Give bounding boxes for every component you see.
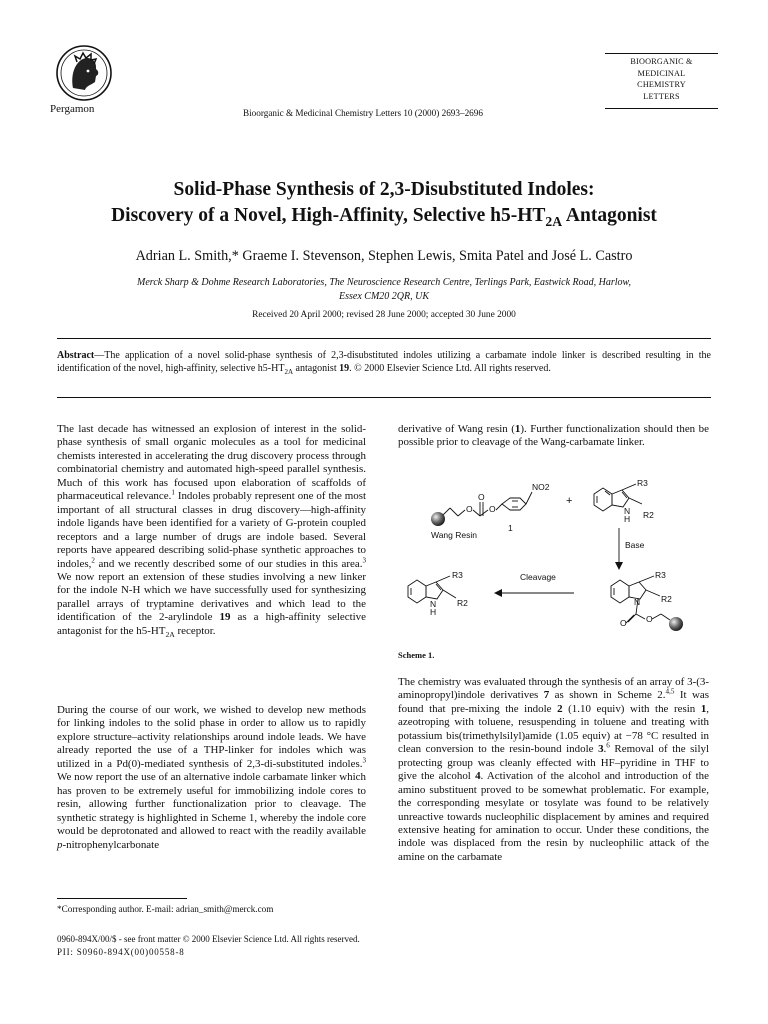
compound-ref: 1: [700, 702, 707, 715]
text-run: . Activation of the alcohol and introduction of the amino substituent proved to be somewhat problematic. For example, the corresponding mesylate or tosylate was found to be relatively unreactive towards nucleophilic displacement by amines and required extensive heating for amination to occur. Under these conditions, the indole was displaced from the resin by nucleophilic attack of the amine on the carbamate: [398, 770, 709, 863]
publisher-name: Pergamon: [50, 103, 95, 115]
footnote-rule: [57, 898, 187, 899]
article-title: [40, 177, 728, 229]
r3-label: R3: [637, 478, 648, 488]
text-run: and we recently described some of our studies in this area.: [94, 557, 363, 570]
atom-label: O: [466, 504, 473, 514]
text-run: It was found that pre-mixing the indole: [398, 689, 709, 715]
atom-label: N: [430, 599, 437, 609]
title-line-1: Solid-Phase Synthesis of 2,3-Disubstituted Indoles:: [173, 179, 595, 200]
reference-superscript: 3: [362, 756, 366, 765]
text-run: ). Further functionalization should then be possible prior to cleavage of the Wang-carbamate linker.: [398, 423, 709, 449]
subscript: 2A: [165, 629, 175, 639]
pii-line: PII: S0960-894X(00)00558-8: [57, 947, 185, 957]
affiliation-line: Merck Sharp & Dohme Research Laboratories, The Neuroscience Research Centre, Terlings Park, Eastwick Road, Harlow,: [137, 277, 631, 288]
text-run: We now report an extension of these studies involving a new linker for the indole N-H which we have successfully used for synthesizing parallel arrays of tryptamine derivatives and which lead to the identification of the 2-arylindole: [57, 570, 366, 624]
abstract: [57, 349, 711, 375]
corresponding-author-footnote: *Corresponding author. E-mail: adrian_smith@merck.com: [57, 904, 274, 914]
affiliation-line: Essex CM20 2QR, UK: [339, 290, 429, 302]
right-column-paragraph-1: [398, 423, 709, 450]
text-run: During the course of our work, we wished to develop new methods for linking indoles to the solid phase in order to allow us to rapidly explore structure–activity relationships around indole leads. We have already reported the use of a THP-linker for indoles which was utilized in a Pd(0)-mediated synthesis of 2,3-di-substituted indoles.: [57, 704, 366, 770]
text-run: Removal of the silyl protecting group was cleanly effected with HF–pyridine in THF to give the alcohol: [398, 743, 709, 783]
journal-box-line: BIOORGANIC &: [630, 57, 693, 66]
reference-superscript: 6: [606, 741, 610, 750]
r3-label: R3: [452, 570, 463, 580]
compound-ref: 3: [598, 743, 604, 756]
base-label: Base: [625, 540, 645, 550]
text-run: The last decade has witnessed an explosion of interest in the solid-phase synthesis of small organic molecules as a tool for medicinal chemists interested in accelerating the drug discovery process through combinatorial chemistry and automated high-speed parallel synthesis. Much of this work has focused upon elaboration of scaffolds of pharmaceutical relevance.: [57, 423, 366, 503]
publisher-logo: [55, 44, 113, 102]
r3-label: R3: [655, 570, 666, 580]
compound-ref: 19: [219, 611, 231, 624]
scheme-1-diagram: [398, 474, 710, 638]
text-run: (1.10 equiv) with the resin: [562, 702, 701, 715]
left-column-paragraph-1: [57, 423, 366, 638]
received-dates: Received 20 April 2000; revised 28 June 2000; accepted 30 June 2000: [252, 310, 516, 320]
title-text: Antagonist: [562, 205, 657, 226]
right-column-paragraph-2: [398, 676, 709, 864]
text-run: receptor.: [174, 624, 216, 637]
text-run: We now report the use of an alternative indole carbamate linker which has proven to be extremely useful for immobilizing indole cores to resin, allowing further functionalization prior to cleavage. The synthetic strategy is highlighted in Scheme 1, whereby the indole core would be deprotonated and allowed to react with the readily available: [57, 771, 366, 838]
compound-ref: 2: [557, 702, 563, 715]
scheme-caption: Scheme 1.: [398, 650, 435, 660]
text-run: Indoles probably represent one of the most important of all structural classes in drug discovery—high-affinity indole ligands have been identified for a variety of G-protein coupled receptors and a large number of drugs are indole based. Several reports have appeared describing solid-phase synthetic approaches to indoles,: [57, 490, 366, 570]
text-run: as a high-affinity selective antagonist for the h5-HT: [57, 611, 366, 637]
reference-superscript: 1: [171, 488, 175, 497]
compound-ref: 7: [543, 689, 550, 702]
reference-superscript: 3: [362, 555, 366, 564]
atom-label: O: [646, 614, 653, 624]
reference-superscript: 2: [91, 555, 95, 564]
journal-citation: Bioorganic & Medicinal Chemistry Letters 10 (2000) 2693–2696: [243, 108, 483, 118]
compound-ref: 19: [339, 363, 350, 374]
wang-resin-label: Wang Resin: [431, 530, 477, 540]
abstract-text: antagonist: [293, 363, 340, 374]
abstract-bottom-rule: [57, 397, 711, 398]
r2-label: R2: [457, 598, 468, 608]
title-text: Discovery of a Novel, High-Affinity, Selective h5-HT: [111, 205, 546, 226]
text-run: as shown in Scheme 2.: [549, 689, 666, 702]
plus-sign: +: [566, 495, 573, 507]
abstract-text: —The application of a novel solid-phase synthesis of 2,3-disubstituted indoles utilizing a carbamate indole linker is described resulting in the identification of the novel, high-affinity, selective h5-HT: [57, 350, 711, 374]
journal-box: [605, 53, 718, 109]
compound-ref: 4: [475, 770, 481, 783]
author-list: Adrian L. Smith,* Graeme I. Stevenson, Stephen Lewis, Smita Patel and José L. Castro: [135, 248, 633, 264]
atom-label: O: [620, 618, 627, 628]
atom-label: N: [634, 597, 641, 607]
text-run: derivative of Wang resin (: [398, 423, 515, 435]
journal-box-line: LETTERS: [643, 91, 680, 101]
text-run: The chemistry was evaluated through the synthesis of an array of 3-(3-aminopropyl)indole derivatives: [398, 676, 709, 702]
copyright-line: 0960-894X/00/$ - see front matter © 2000 Elsevier Science Ltd. All rights reserved.: [57, 934, 360, 944]
atom-label: H: [624, 514, 631, 524]
abstract-subscript: 2A: [284, 368, 293, 376]
journal-box-line: MEDICINAL: [637, 68, 686, 78]
italic-text: p: [57, 838, 63, 851]
journal-box-line: CHEMISTRY: [637, 80, 686, 89]
reference-superscript: 4,5: [665, 687, 675, 696]
atom-label: O: [489, 504, 496, 514]
atom-label: H: [430, 607, 437, 617]
left-column-paragraph-2: [57, 704, 366, 852]
text-run: -nitrophenylcarbonate: [62, 838, 160, 851]
abstract-label: Abstract: [57, 350, 95, 361]
atom-label: O: [478, 492, 485, 502]
resin-bead: [669, 617, 683, 631]
resin-bead: [431, 512, 445, 526]
r2-label: R2: [643, 510, 654, 520]
text-run: .: [603, 743, 607, 756]
cleavage-label: Cleavage: [520, 572, 556, 582]
abstract-text: . © 2000 Elsevier Science Ltd. All rights reserved.: [349, 363, 551, 374]
title-line-2: [40, 203, 728, 229]
affiliation: [70, 276, 698, 303]
abstract-top-rule: [57, 338, 711, 339]
compound-number: 1: [508, 523, 513, 533]
title-subscript: 2A: [545, 213, 563, 229]
nitro-label: NO2: [532, 482, 550, 492]
compound-ref: 1: [514, 423, 521, 435]
text-run: , azeotroping with toluene, resuspending in toluene and treating with potassium bis(trimethylsilyl)amide (1.05 equiv) at −78 °C resulted in clean conversion to the resin-bound indole: [398, 702, 710, 756]
r2-label: R2: [661, 594, 672, 604]
atom-label: N: [624, 506, 631, 516]
